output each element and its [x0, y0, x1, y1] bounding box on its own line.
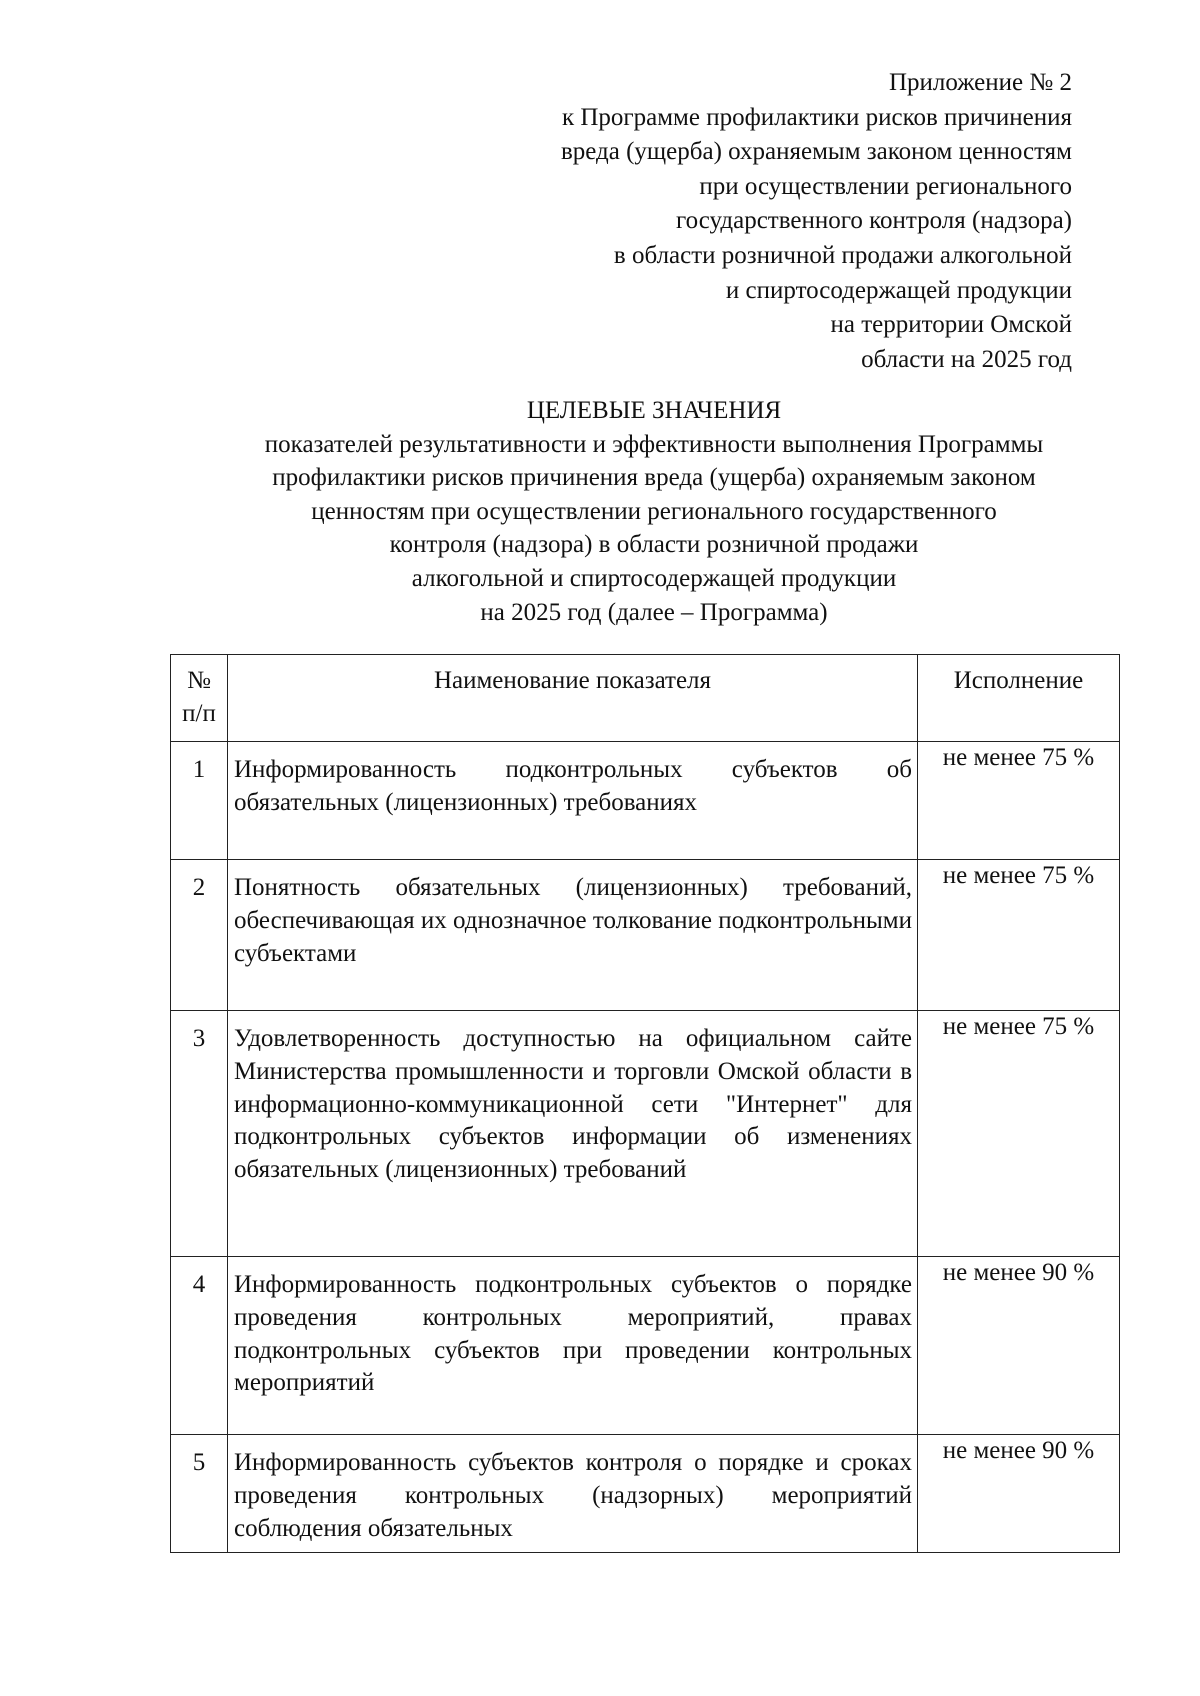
- title-line: показателей результативности и эффективности выполнения Программы: [264, 430, 1044, 458]
- appendix-line: области на 2025 год: [861, 345, 1072, 373]
- document-title: [110, 394, 1198, 629]
- row-number: 3: [171, 1011, 228, 1257]
- table-row: [171, 1257, 1120, 1435]
- table-row: [171, 742, 1120, 860]
- indicator-execution: не менее 90 %: [918, 1435, 1120, 1553]
- indicator-name: Информированность подконтрольных субъектов об обязательных (лицензионных) требованиях: [228, 742, 918, 860]
- appendix-header: [561, 66, 1072, 377]
- title-line: контроля (надзора) в области розничной продажи: [389, 531, 919, 559]
- table-row: [171, 1011, 1120, 1257]
- indicator-execution: не менее 75 %: [918, 1011, 1120, 1257]
- title-line: ценностям при осуществлении регионального государственного: [311, 497, 997, 525]
- appendix-line: государственного контроля (надзора): [675, 207, 1072, 235]
- header-indicator-name: Наименование показателя: [228, 655, 918, 742]
- appendix-line: при осуществлении регионального: [699, 172, 1072, 200]
- indicator-execution: не менее 75 %: [918, 860, 1120, 1011]
- title-line: профилактики рисков причинения вреда (ущерба) охраняемым законом: [272, 464, 1036, 492]
- appendix-line: на территории Омской: [830, 311, 1072, 339]
- indicator-name: Информированность подконтрольных субъектов о порядке проведения контрольных мероприятий, правах подконтрольных субъектов при проведении контрольных мероприятий: [228, 1257, 918, 1435]
- indicator-name: Удовлетворенность доступностью на официальном сайте Министерства промышленности и торговли Омской области в информационно-коммуникационной сети "Интернет" для подконтрольных субъектов информации об изменениях обязательных (лицензионных) требований: [228, 1011, 918, 1257]
- appendix-line: и спиртосодержащей продукции: [725, 276, 1072, 304]
- title-line: алкогольной и спиртосодержащей продукции: [411, 564, 897, 592]
- table-header-row: [171, 655, 1120, 742]
- header-execution: Исполнение: [918, 655, 1120, 742]
- row-number: 5: [171, 1435, 228, 1553]
- indicator-name: Информированность субъектов контроля о порядке и сроках проведения контрольных (надзорных) мероприятий соблюдения обязательных: [228, 1435, 918, 1553]
- table-row: [171, 860, 1120, 1011]
- indicators-table: [170, 654, 1120, 1553]
- header-number-symbol: №: [187, 667, 211, 694]
- row-number: 2: [171, 860, 228, 1011]
- appendix-line: вреда (ущерба) охраняемым законом ценностям: [560, 138, 1072, 166]
- header-number: [171, 655, 228, 742]
- header-number-abbr: п/п: [182, 699, 216, 727]
- appendix-line: Приложение № 2: [888, 69, 1072, 96]
- indicator-execution: не менее 75 %: [918, 742, 1120, 860]
- indicator-name: Понятность обязательных (лицензионных) требований, обеспечивающая их однозначное толкование подконтрольными субъектами: [228, 860, 918, 1011]
- row-number: 4: [171, 1257, 228, 1435]
- title-heading: ЦЕЛЕВЫЕ ЗНАЧЕНИЯ: [526, 397, 782, 424]
- appendix-line: к Программе профилактики рисков причинения: [561, 103, 1072, 131]
- row-number: 1: [171, 742, 228, 860]
- title-line: на 2025 год (далее – Программа): [480, 598, 828, 626]
- indicator-execution: не менее 90 %: [918, 1257, 1120, 1435]
- appendix-line: в области розничной продажи алкогольной: [613, 241, 1072, 269]
- table-row: [171, 1435, 1120, 1553]
